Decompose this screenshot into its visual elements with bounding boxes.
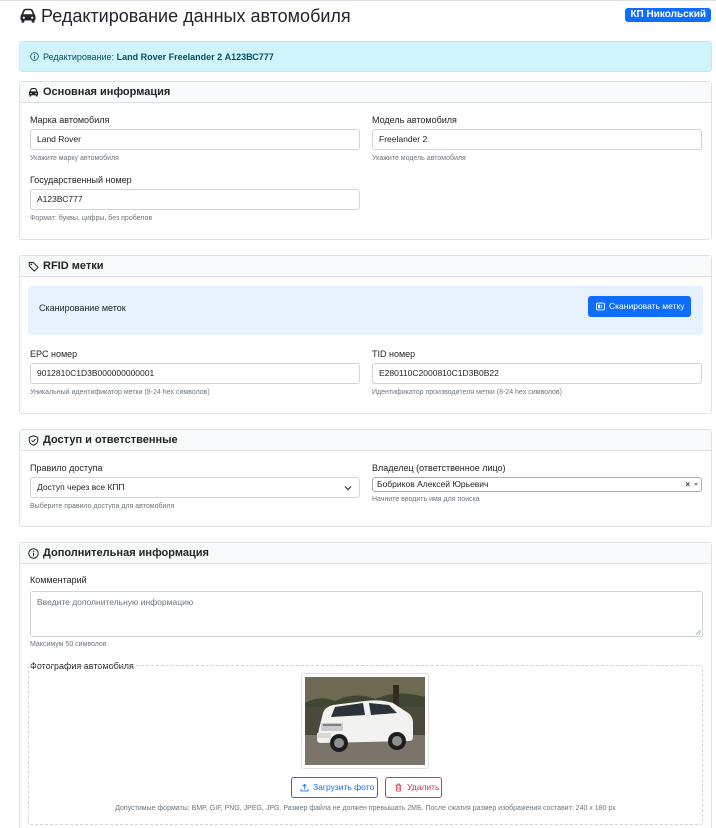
basic-info-title: Основная информация	[43, 86, 171, 98]
scan-tag-button[interactable]	[588, 296, 691, 317]
dropdown-arrow-icon	[694, 483, 698, 486]
page-title: Редактирование данных автомобиля	[41, 6, 351, 26]
trash-icon	[394, 783, 403, 792]
extra-info-header	[20, 543, 711, 564]
info-circle-icon	[28, 548, 39, 559]
plate-help: Формат: буквы, цифры, без пробелов	[30, 215, 153, 222]
alert-prefix: Редактирование:	[43, 52, 115, 62]
delete-photo-label: Удалить	[407, 782, 440, 792]
brand-help: Укажите марку автомобиля	[30, 155, 119, 162]
alert-vehicle: Land Rover Freelander 2 А123ВС777	[116, 52, 274, 62]
rfid-header	[20, 256, 711, 277]
editing-alert	[19, 41, 712, 72]
extra-info-card	[19, 542, 712, 828]
owner-label: Владелец (ответственное лицо)	[372, 463, 506, 473]
plate-label: Государственный номер	[30, 175, 132, 185]
access-title: Доступ и ответственные	[43, 434, 178, 446]
model-label: Модель автомобиля	[372, 115, 457, 125]
rfid-title: RFID метки	[43, 260, 104, 272]
checkpoint-badge: КП Никольский	[625, 8, 711, 22]
top-divider	[0, 0, 716, 1]
access-rule-select[interactable]	[30, 477, 360, 498]
tag-icon	[28, 261, 39, 272]
epc-input[interactable]: 9012810C1D3B000000000001	[30, 363, 360, 384]
owner-value: Бобриков Алексей Юрьевич	[377, 479, 489, 489]
tid-input[interactable]: E280110C2000810C1D3B0B22	[372, 363, 702, 384]
chevron-down-icon	[344, 485, 352, 491]
epc-label: EPC номер	[30, 349, 78, 359]
photo-formats-note: Допустимые форматы: BMP, GIF, PNG, JPEG, JPG. Размер файла не должен превышать 2МБ. После сжатия размер изображения составит: 240 x 180 px	[115, 805, 616, 812]
photo-drop-zone[interactable]	[28, 665, 703, 825]
comment-placeholder: Введите дополнительную информацию	[37, 597, 194, 607]
brand-label: Марка автомобиля	[30, 115, 110, 125]
basic-info-header	[20, 82, 711, 103]
model-help: Укажите модель автомобиля	[372, 155, 466, 162]
vehicle-photo-image	[305, 677, 425, 765]
photo-label: Фотография автомобиля	[30, 661, 134, 671]
comment-label: Комментарий	[30, 575, 87, 585]
owner-select[interactable]	[372, 477, 702, 492]
info-circle-icon	[30, 52, 39, 61]
brand-input[interactable]: Land Rover	[30, 129, 360, 150]
vehicle-photo	[301, 673, 429, 769]
access-rule-label: Правило доступа	[30, 463, 103, 473]
comment-textarea[interactable]	[30, 591, 703, 637]
upload-photo-label: Загрузить фото	[313, 782, 375, 792]
delete-photo-button[interactable]	[385, 777, 442, 798]
extra-info-title: Дополнительная информация	[43, 547, 209, 559]
upload-photo-button[interactable]	[291, 777, 378, 798]
owner-help: Начните вводить имя для поиска	[372, 496, 480, 503]
model-input[interactable]: Freelander 2	[372, 129, 702, 150]
tid-label: TID номер	[372, 349, 416, 359]
upload-icon	[300, 783, 309, 792]
rfid-card	[19, 255, 712, 414]
owner-clear-button[interactable]: ×	[685, 480, 690, 489]
access-header	[20, 430, 711, 451]
car-icon	[19, 8, 37, 24]
access-card	[19, 429, 712, 527]
scan-label: Сканирование меток	[39, 303, 126, 313]
scan-tag-button-label: Сканировать метку	[609, 301, 685, 311]
basic-info-card	[19, 81, 712, 240]
rfid-scan-icon	[596, 302, 605, 311]
access-rule-value: Доступ через все КПП	[37, 482, 125, 492]
alert-text	[43, 52, 274, 63]
car-icon	[28, 87, 39, 98]
plate-input[interactable]: А123ВС777	[30, 189, 360, 210]
page-header	[19, 5, 711, 29]
access-rule-help: Выберите правило доступа для автомобиля	[30, 503, 175, 510]
resize-grip-icon[interactable]	[695, 629, 701, 635]
comment-help: Максимум 50 символов	[30, 641, 107, 648]
tid-help: Идентификатор производителя метки (8-24 hex символов)	[372, 389, 562, 396]
shield-icon	[28, 435, 39, 446]
epc-help: Уникальный идентификатор метки (8-24 hex символов)	[30, 389, 210, 396]
scan-panel	[28, 286, 703, 335]
